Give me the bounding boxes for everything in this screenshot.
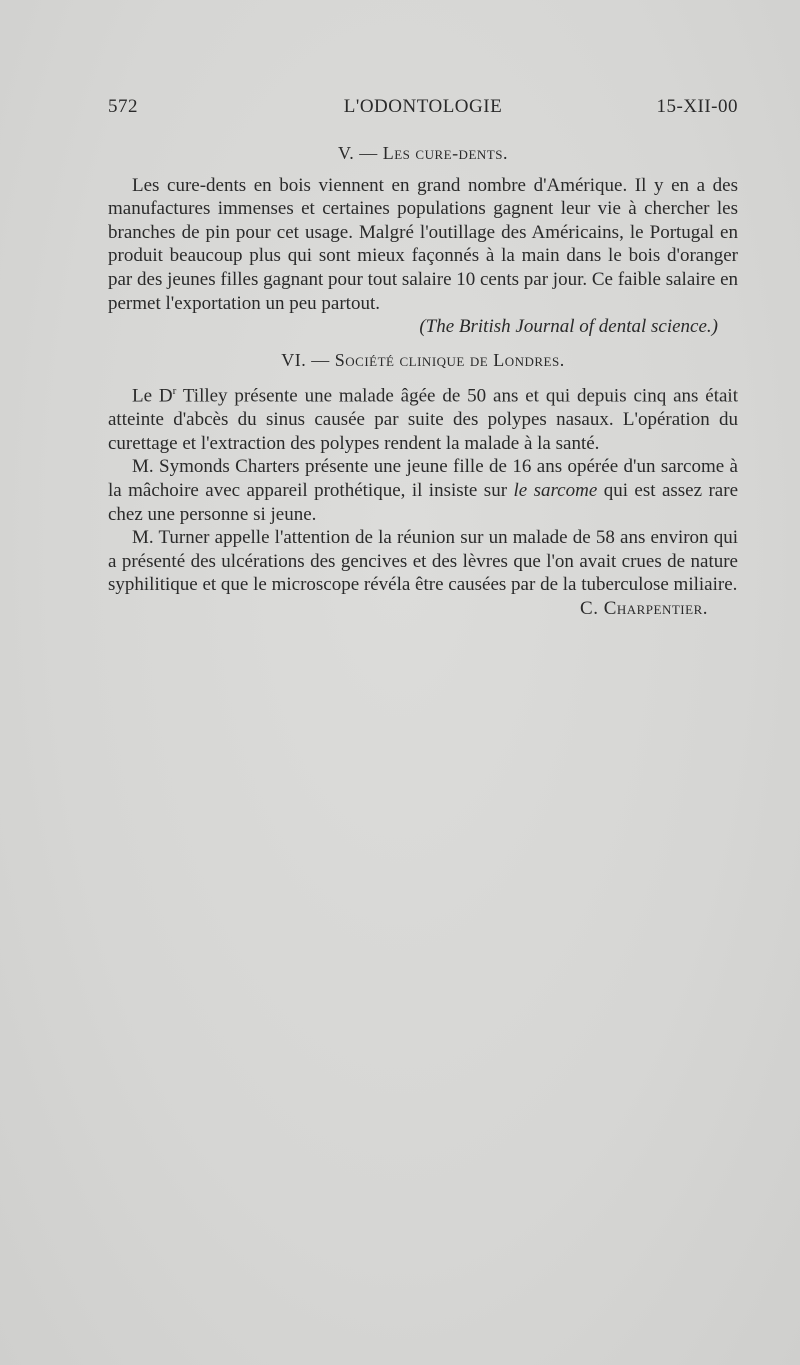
paragraph-turner: M. Turner appelle l'attention de la réunion sur un malade de 58 ans environ qui a présenté des ulcérations des gencives et des lèvres que l'on avait crues de nature syphilitique et que le microscope révéla être causées par de la tuberculose miliaire.	[108, 527, 738, 596]
page-number: 572	[108, 96, 138, 117]
running-header	[108, 96, 738, 126]
source-citation: (The British Journal of dental science.)	[419, 316, 718, 338]
journal-title: L'ODONTOLOGIE	[343, 96, 503, 117]
paragraph-cure-dents: Les cure-dents en bois viennent en grand nombre d'Amérique. Il y en a des manufactures immenses et certaines populations gagnent leur vie à chercher les branches de pin pour cet usage. Malgré l'outillage des Américains, le Portugal en produit beaucoup plus qui sont mieux façonnés à la main dans le bois d'oranger par des jeunes filles gagnant pour tout salaire 10 cents par jour. Ce faible salaire en permet l'exportation un peu partout.	[108, 174, 738, 314]
author-signature: C. Charpentier.	[580, 598, 708, 620]
section-heading-v: V. — Les cure-dents.	[338, 143, 508, 163]
paragraph-tilley: Le $D^r$ Tilley présente une malade âgée de 50 ans et qui depuis cinq ans était atteinte d'abcès du sinus causée par suite des polypes nasaux. L'opération du curettage et l'extraction des polypes rendent la malade à la santé.	[108, 385, 738, 454]
issue-date: 15-XII-00	[656, 96, 738, 117]
article-body	[108, 142, 738, 621]
paragraph-charters: M. Symonds Charters présente une jeune fille de 16 ans opérée d'un sarcome à la mâchoire avec appareil prothétique, il insiste sur le sarcome qui est assez rare chez une personne si jeune.	[108, 456, 738, 525]
section-heading-vi: VI. — Société clinique de Londres.	[281, 349, 565, 370]
